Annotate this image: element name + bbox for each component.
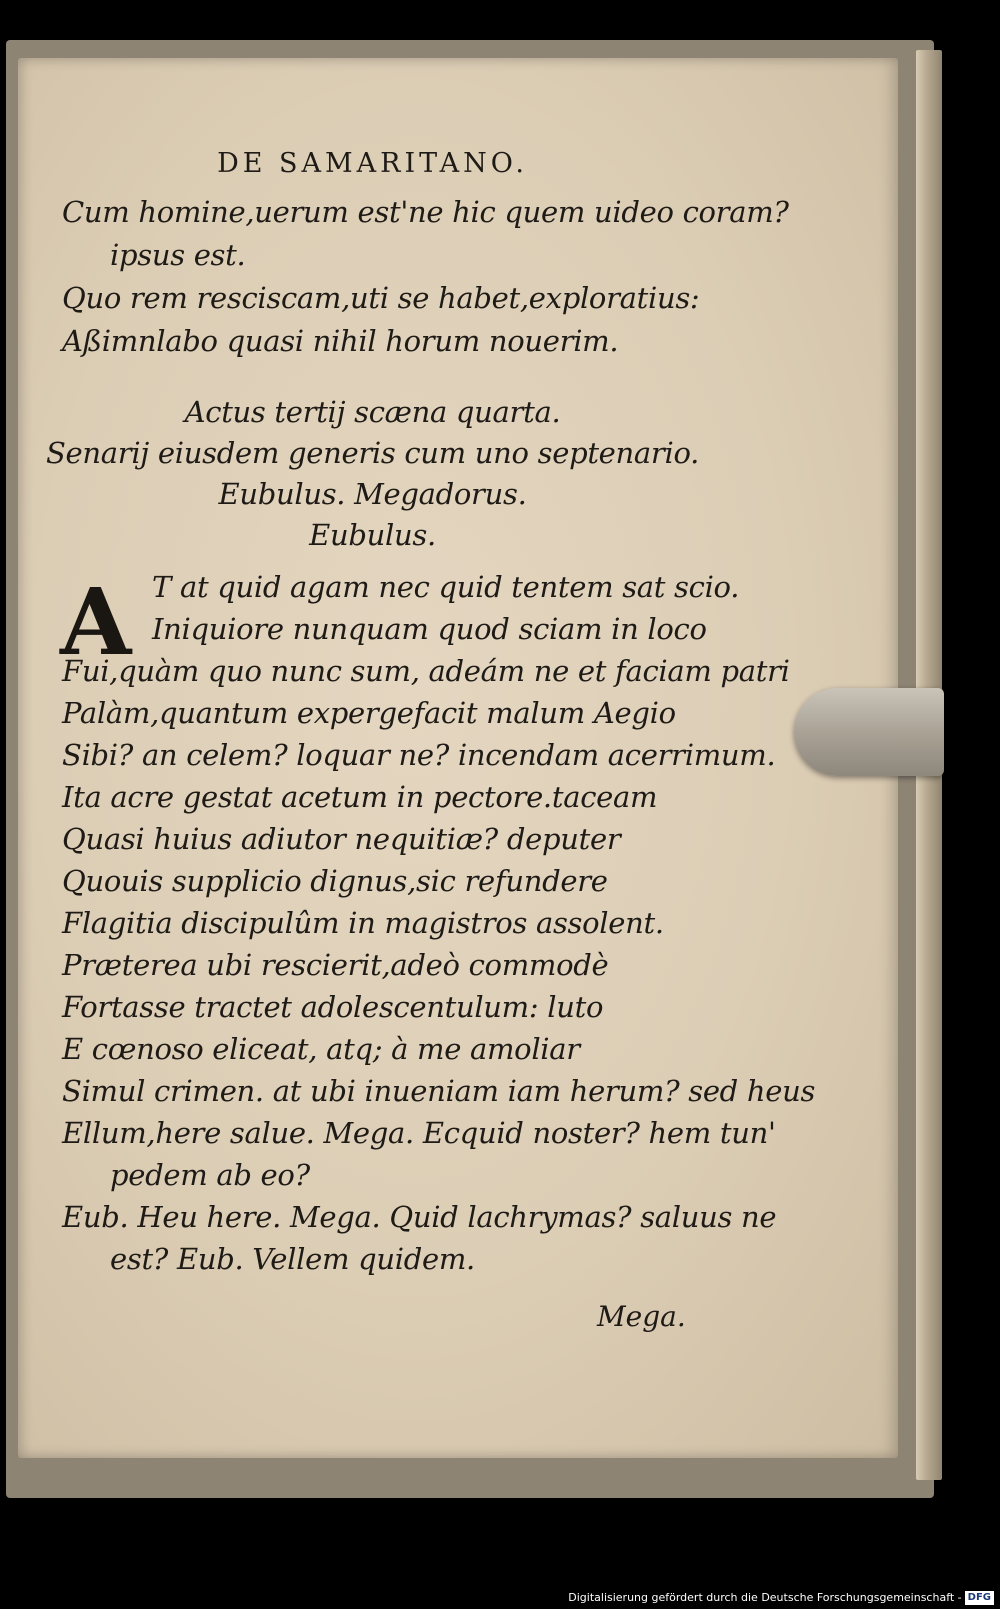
text-line: Ita acre gestat acetum in pectore.taceam	[62, 780, 658, 814]
text-line: E cœnoso eliceat, atq; à me amoliar	[62, 1032, 580, 1066]
footer-credit	[568, 1587, 994, 1609]
text-line: Simul crimen. at ubi inueniam iam herum? sed heus	[62, 1074, 816, 1108]
text-line: Iniquiore nunquam quod sciam in loco	[152, 612, 707, 646]
text-line: Quo rem resciscam,uti se habet,exploratius:	[62, 281, 700, 315]
text-line: T at quid agam nec quid tentem sat scio.	[152, 570, 740, 604]
text-line: Præterea ubi rescierit,adeò commodè	[62, 948, 609, 982]
speaker-name: Eubulus.	[309, 518, 436, 552]
scene-title: Actus tertij scæna quarta.	[184, 395, 561, 429]
text-line: Palàm,quantum expergefacit malum Aegio	[62, 696, 676, 730]
text-line: Cum homine,uerum est'ne hic quem uideo coram?	[62, 195, 789, 229]
text-line: Quouis supplicio dignus,sic refundere	[62, 864, 608, 898]
scene-meter: Senarij eiusdem generis cum uno septenario.	[45, 436, 700, 470]
text-line: est? Eub. Vellem quidem.	[110, 1242, 475, 1276]
text-line: Quasi huius adiutor nequitiæ? deputer	[62, 822, 621, 856]
text-line: Flagitia discipulûm in magistros assolent.	[62, 906, 664, 940]
text-line: pedem ab eo?	[110, 1158, 310, 1192]
text-line: Fortasse tractet adolescentulum: luto	[62, 990, 604, 1024]
catchword: Mega.	[597, 1300, 686, 1333]
text-line: Fui,quàm quo nunc sum, adeám ne et faciam patri	[62, 654, 790, 688]
text-line: Ellum,here salue. Mega. Ecquid noster? hem tun'	[62, 1116, 776, 1150]
drop-capital: A	[60, 568, 132, 676]
text-line: Sibi? an celem? loquar ne? incendam acerrimum.	[62, 738, 776, 772]
text-line: ipsus est.	[110, 238, 246, 272]
text-line: Eub. Heu here. Mega. Quid lachrymas? saluus ne	[62, 1200, 777, 1234]
scene-characters: Eubulus. Megadorus.	[218, 477, 527, 511]
footer-credit-text: Digitalisierung gefördert durch die Deutsche Forschungsgemeinschaft -	[568, 1591, 962, 1604]
running-header: DE SAMARITANO.	[217, 148, 528, 179]
text-line: Aßimnlabo quasi nihil horum nouerim.	[62, 324, 619, 358]
dfg-logo-icon: DFG	[965, 1591, 994, 1605]
